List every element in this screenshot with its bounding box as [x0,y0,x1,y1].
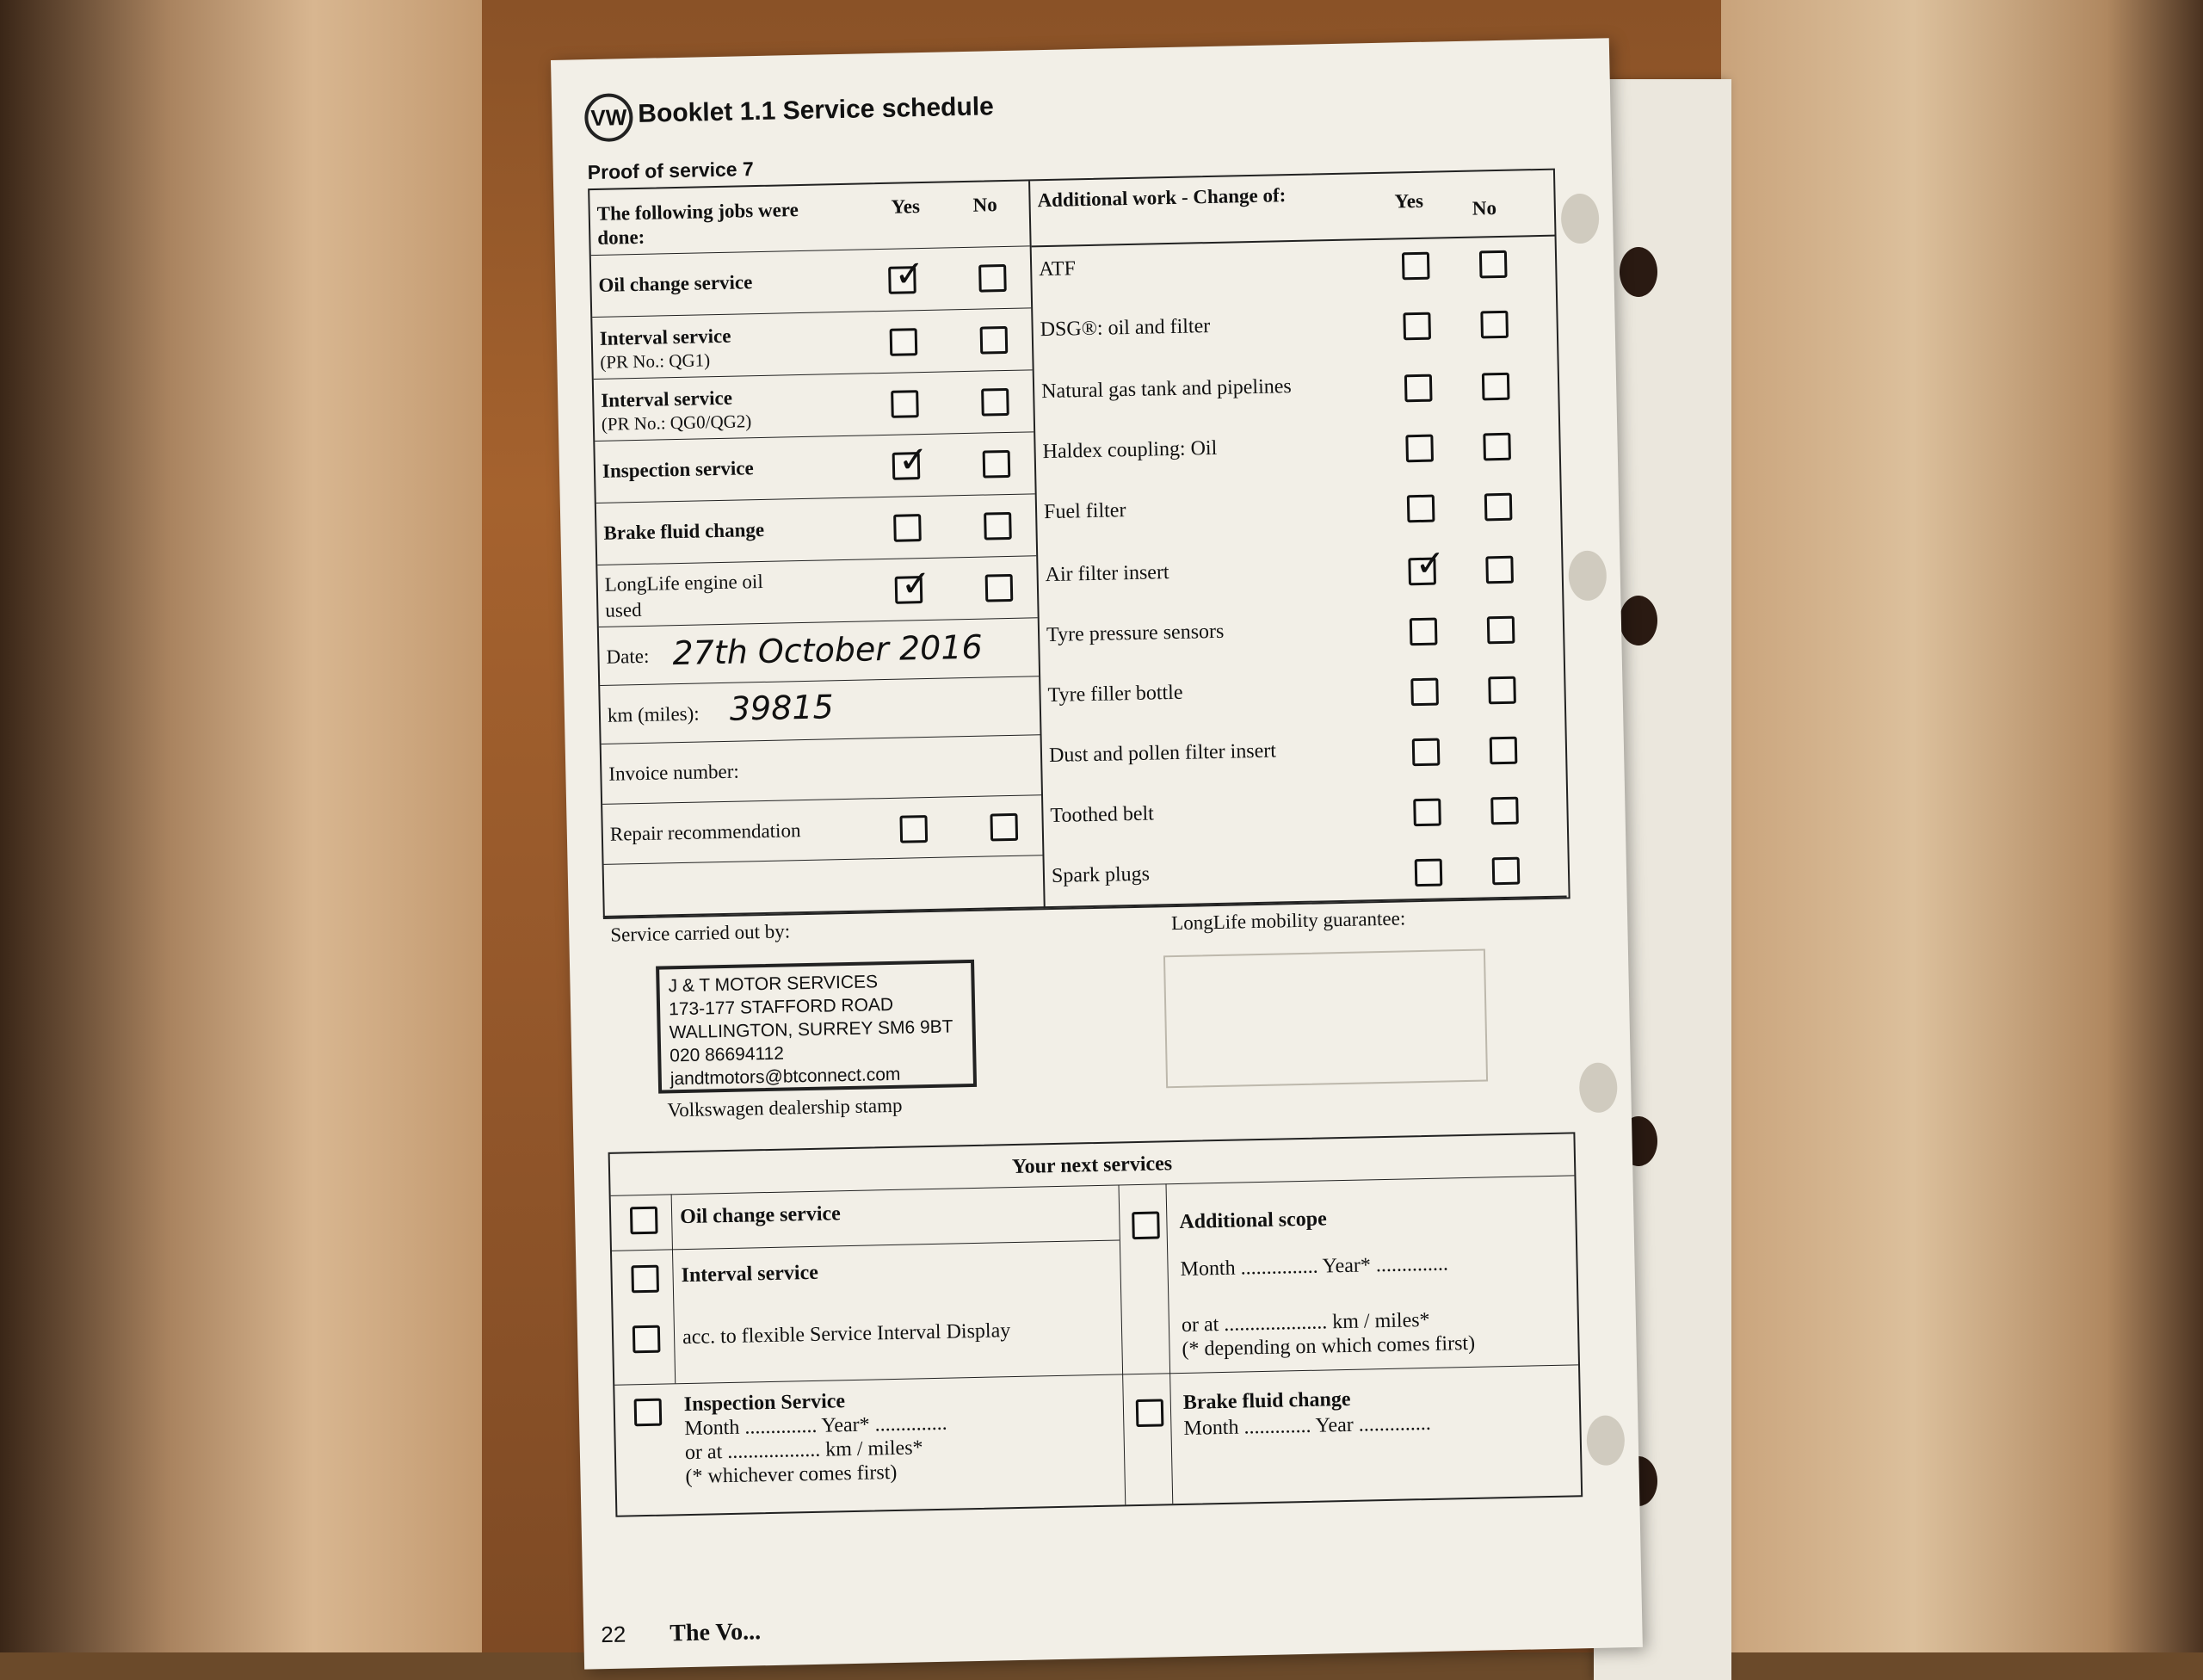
stamp-line: WALLINGTON, SURREY SM6 9BT [669,1016,953,1043]
ghost-stamp [1163,948,1488,1088]
additional-month: Month ............... Year* .............. [1180,1252,1449,1281]
yes-checkbox[interactable] [1407,495,1435,523]
yes-checkbox[interactable] [1412,738,1441,767]
page-number: 22 [601,1621,626,1648]
tick-mark: ✓ [898,437,929,481]
additional-label: Air filter insert [1045,561,1169,587]
additional-row [1032,248,1556,312]
date-row [599,617,1039,686]
additional-label: Natural gas tank and pipelines [1040,375,1292,404]
additional-note: (* depending on which comes first) [1182,1331,1476,1361]
additional-row [1035,430,1559,495]
rule [1165,1183,1173,1504]
right-header-rule [1032,235,1555,248]
yes-header: Yes [891,195,921,218]
inspection-label: Inspection Service [683,1390,846,1417]
oil-label: Oil change service [679,1202,842,1229]
no-checkbox[interactable] [1492,857,1521,886]
service-by-label: Service carried out by: [610,920,791,946]
no-checkbox[interactable] [1490,737,1518,765]
page-title: Booklet 1.1 Service schedule [637,92,995,128]
binder-hole [1586,1415,1625,1466]
job-sublabel: (PR No.: QG0/QG2) [601,411,752,435]
job-row [595,431,1034,503]
no-checkbox[interactable] [1490,797,1519,825]
additional-label: Fuel filter [1043,499,1126,524]
rule [671,1194,676,1383]
binder-hole [1579,1062,1618,1113]
additional-row [1033,308,1557,373]
additional-label: ATF [1038,257,1077,281]
proof-of-service-heading: Proof of service 7 [587,158,754,184]
no-checkbox[interactable] [1482,373,1510,401]
repair-row [602,794,1042,865]
no-checkbox[interactable] [1479,250,1508,279]
binder-hole [1620,247,1657,297]
additional-row [1037,491,1561,555]
invoice-row [602,734,1041,805]
rule [612,1239,1120,1251]
additional-row [1034,370,1558,435]
inspection-note: (* whichever comes first) [685,1461,898,1489]
additional-label: Toothed belt [1050,802,1155,828]
binder-hole [1568,550,1607,601]
invoice-label: Invoice number: [608,760,739,785]
guarantee-label: LongLife mobility guarantee: [1170,907,1406,935]
no-checkbox[interactable] [985,574,1014,602]
km-label: km (miles): [607,702,700,726]
no-checkbox[interactable] [981,388,1009,417]
stamp-line: jandtmotors@btconnect.com [670,1064,901,1090]
job-sublabel: used [605,598,642,621]
additional-row [1040,614,1564,678]
service-booklet-page [551,38,1643,1669]
tick-mark: ✓ [900,561,932,605]
additional-row [1038,541,1562,618]
yes-checkbox[interactable] [891,390,919,418]
oil-checkbox[interactable] [630,1207,658,1235]
job-label: Oil change service [598,271,753,296]
job-label: Brake fluid change [603,518,765,544]
yes-checkbox[interactable] [899,815,928,843]
flexible-checkbox[interactable] [633,1325,661,1354]
stamp-line: 173-177 STAFFORD ROAD [668,994,894,1020]
additional-row [1043,794,1567,858]
no-checkbox[interactable] [978,264,1007,293]
flexible-label: acc. to flexible Service Interval Display [682,1319,1011,1350]
inspection-month: Month .............. Year* .............. [684,1411,947,1441]
yes-checkbox[interactable] [1415,859,1443,887]
additional-label: Dust and pollen filter insert [1048,739,1277,768]
stamp-caption: Volkswagen dealership stamp [667,1094,903,1121]
yes-checkbox[interactable] [1410,678,1439,707]
stamp-line: J & T MOTOR SERVICES [668,972,879,997]
additional-label: Tyre pressure sensors [1046,620,1225,647]
no-checkbox[interactable] [983,450,1011,479]
yes-checkbox[interactable] [893,514,922,542]
no-header: No [972,194,998,216]
job-label: Interval service [601,386,733,411]
rule [614,1364,1578,1385]
repair-label: Repair recommendation [609,819,801,845]
additional-work-heading: Additional work - Change of: [1037,184,1287,212]
footer-text: The Vo... [669,1618,762,1647]
binder-hole [1561,194,1600,244]
no-checkbox[interactable] [1488,676,1516,705]
brake-checkbox[interactable] [1136,1399,1164,1427]
stamp-line: 020 86694112 [670,1043,785,1066]
job-label: Interval service [599,324,731,349]
no-checkbox[interactable] [1483,433,1511,461]
additional-label: DSG®: oil and filter [1040,315,1211,342]
no-checkbox[interactable] [1487,616,1515,645]
service-record-grid [588,169,1570,919]
interval-label: Interval service [681,1261,819,1288]
job-row [592,307,1032,380]
rule [1119,1184,1126,1504]
brake-label: Brake fluid change [1182,1387,1351,1414]
yes-checkbox[interactable] [1403,312,1431,341]
additional-label: Haldex coupling: Oil [1042,436,1218,464]
blurred-background-left [0,0,482,1652]
no-checkbox[interactable] [1485,556,1514,584]
km-value: 39815 [729,688,835,728]
yes-checkbox[interactable] [890,328,918,356]
job-row [594,369,1034,442]
brake-month: Month ............. Year .............. [1183,1411,1432,1440]
interval-checkbox[interactable] [631,1265,659,1294]
yes-checkbox[interactable] [1402,252,1430,281]
next-services-box [608,1132,1583,1516]
additional-or: or at .................... km / miles* [1181,1308,1430,1337]
tick-mark: ✓ [1414,541,1447,585]
no-checkbox[interactable] [984,512,1012,540]
km-row [600,676,1040,744]
date-value: 27th October 2016 [672,627,984,673]
job-label: LongLife engine oil [604,570,763,596]
inspection-checkbox[interactable] [634,1399,663,1427]
blurred-background-right [1721,0,2203,1652]
job-sublabel: (PR No.: QG1) [600,349,711,373]
yes-header-right: Yes [1394,189,1424,213]
yes-checkbox[interactable] [1405,435,1434,463]
no-checkbox[interactable] [1484,493,1513,522]
no-checkbox[interactable] [980,326,1009,355]
no-checkbox[interactable] [990,813,1018,842]
additional-row [1042,733,1566,798]
inspection-or: or at .................. km / miles* [684,1436,923,1465]
additional-row [1045,854,1569,908]
jobs-heading: The following jobs were done: [596,199,799,249]
yes-checkbox[interactable] [1410,618,1438,646]
binder-hole [1620,596,1657,645]
job-row [596,493,1036,565]
yes-checkbox[interactable] [1404,374,1433,403]
yes-checkbox[interactable] [1413,799,1441,827]
date-label: Date: [606,645,650,668]
job-row [591,245,1031,318]
additional-label: Additional scope [1179,1208,1328,1233]
tick-mark: ✓ [893,251,925,295]
additional-label: Tyre filler bottle [1047,681,1183,707]
next-services-title: Your next services [1011,1152,1173,1179]
additional-checkbox[interactable] [1132,1211,1160,1239]
no-checkbox[interactable] [1480,311,1509,339]
no-header-right: No [1472,197,1497,219]
vw-logo-icon: VW [584,93,633,142]
additional-label: Spark plugs [1051,862,1151,888]
job-row [597,555,1037,627]
dealer-stamp [656,960,977,1094]
additional-row [1040,674,1564,738]
job-label: Inspection service [602,457,754,482]
